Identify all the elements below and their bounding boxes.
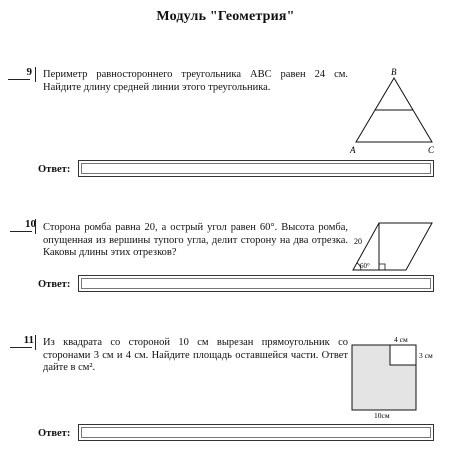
- cutout-width-label: 4 см: [394, 335, 408, 344]
- number-underline: [10, 347, 32, 348]
- angle-label: 60°: [360, 262, 370, 270]
- number-divider: [35, 335, 36, 350]
- answer-input-10[interactable]: [78, 275, 434, 292]
- answer-label: Ответ:: [38, 279, 71, 290]
- square-side-label: 10см: [374, 411, 390, 420]
- question-text: Из квадрата со стороной 10 см вырезан прямоугольник со сторонами 3 см и 4 см. Найдите площадь оставшейся части. Ответ дайте в см².: [43, 337, 348, 373]
- number-underline: [10, 231, 32, 232]
- number-divider: [35, 219, 36, 234]
- cutout-height-label: 3 см: [419, 351, 433, 360]
- side-label: 20: [354, 237, 362, 246]
- page-title: Модуль "Геометрия": [156, 9, 295, 24]
- answer-label: Ответ:: [38, 164, 71, 175]
- answer-input-9[interactable]: [78, 160, 434, 177]
- answer-label: Ответ:: [38, 428, 71, 439]
- vertex-label-c: C: [428, 145, 435, 155]
- equilateral-triangle-figure: [348, 66, 448, 156]
- number-divider: [35, 67, 36, 82]
- question-number: 10: [25, 218, 36, 230]
- question-number: 11: [23, 334, 34, 346]
- vertex-label-b: B: [391, 67, 397, 77]
- answer-input-11[interactable]: [78, 424, 434, 441]
- question-text: Периметр равностороннего треугольника ABC равен 24 см. Найдите длину средней линии этого треугольника.: [43, 69, 348, 93]
- cutout-rectangle: [390, 345, 416, 365]
- question-number: 9: [26, 66, 32, 78]
- square-cutout-figure: [350, 335, 450, 420]
- right-angle-mark: [379, 264, 385, 270]
- rhombus-figure: [350, 220, 440, 275]
- question-text: Сторона ромба равна 20, а острый угол равен 60°. Высота ромба, опущенная из вершины тупого угла, делит сторону на два отрезка. Каковы длины этих отрезков?: [43, 222, 348, 258]
- number-underline: [8, 79, 30, 80]
- vertex-label-a: A: [350, 145, 356, 155]
